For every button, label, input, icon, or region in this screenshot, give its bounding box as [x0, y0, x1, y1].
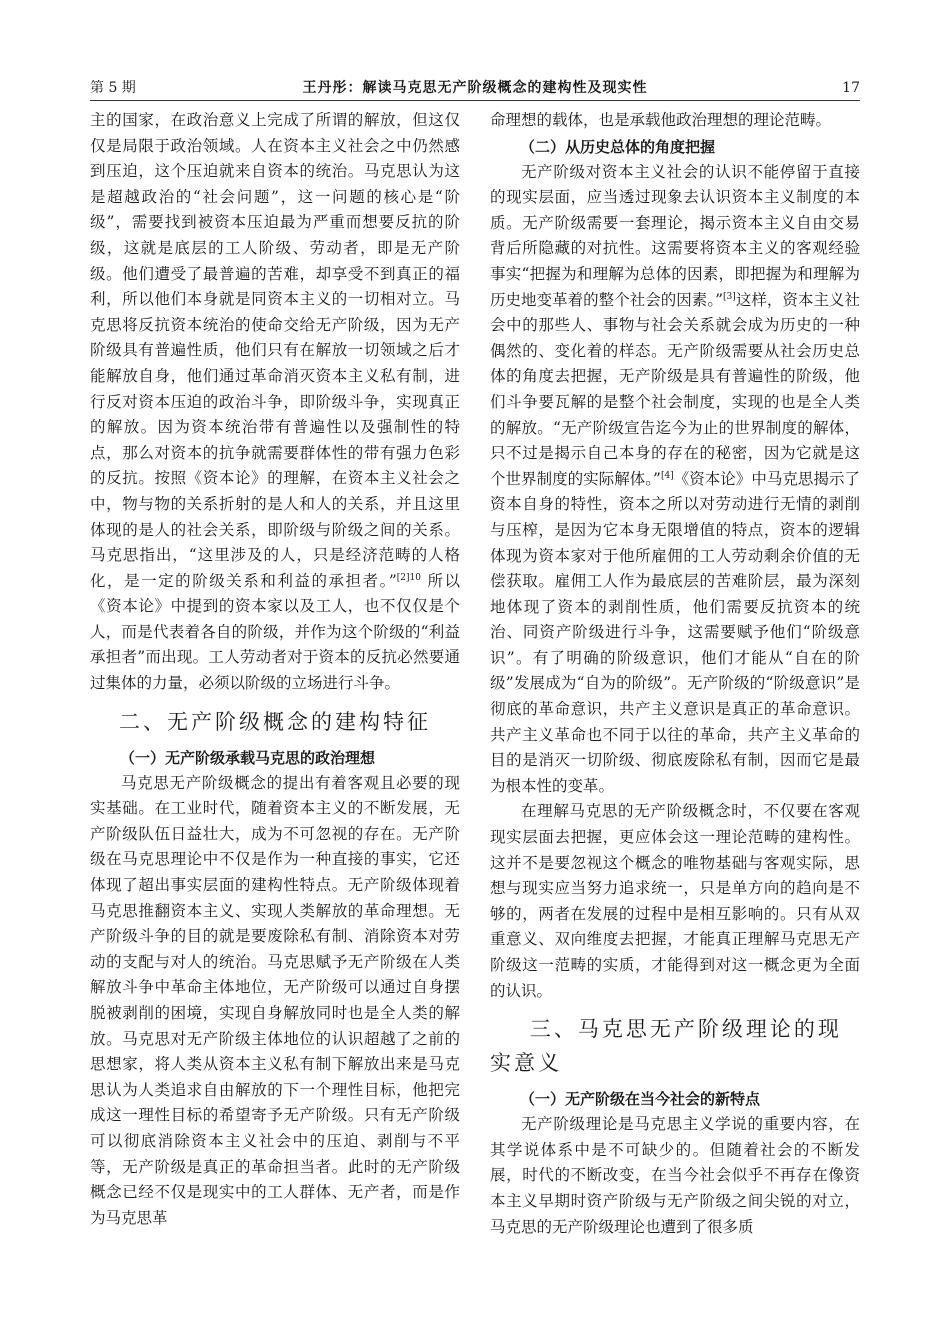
- paragraph: 马克思无产阶级概念的提出有着客观且必要的现实基础。在工业时代，随着资本主义的不断发展，无产阶级队伍日益壮大，成为不可忽视的存在。无产阶级在马克思理论中不仅是作为一种直接的事实，它还体现了超出事实层面的建构性特点。无产阶级体现着马克思推翻资本主义、实现人类解放的革命理想。无产阶级斗争的目的就是要废除私有制、消除资本对劳动的支配与对人的统治。马克思赋予无产阶级在人类解放斗争中革命主体地位，无产阶级可以通过自身摆脱被剥削的困境，实现自身解放同时也是全人类的解放。马克思对无产阶级主体地位的认识超越了之前的思想家，将人类从资本主义私有制下解放出来是马克思认为人类追求自由解放的下一个理性目标，他把完成这一理性目标的希望寄予无产阶级。只有无产阶级可以彻底消除资本主义社会中的压迫、剥削与不平等，无产阶级是真正的革命担当者。此时的无产阶级概念已经不仅是现实中的工人群体、无产者，而是作为马克思革: [90, 773, 460, 1227]
- header-rule: [90, 100, 860, 101]
- subsection-heading: （一）无产阶级在当今社会的新特点: [520, 1090, 761, 1109]
- issue-number: 第 5 期: [90, 80, 136, 96]
- citation: [3]: [723, 291, 736, 302]
- section-heading: 三、马克思无产阶级理论的现实意义: [490, 1017, 842, 1076]
- citation: [4]: [660, 470, 674, 481]
- left-column: [90, 108, 460, 1231]
- paragraph-text: 《资本论》中马克思揭示了资本自身的特性，资本之所以对劳动进行无情的剥削与压榨，是因为它本身无限增值的特点，资本的逻辑体现为资本家对于他所雇佣的工人劳动剩余价值的无偿获取。雇佣工人作为最底层的苦难阶层，最为深刻地体现了资本的剥削性质，他们需要反抗资本的统治、同资产阶级进行斗争，这需要赋予他们“阶级意识”。有了明确的阶级意识，他们才能从“自在的阶级”发展成为“自为的阶级”。无产阶级的“阶级意识”是彻底的革命意识，共产主义意识是真正的革命意识。共产主义革命也不同于以往的革命，共产主义革命的目的是消灭一切阶级、彻底废除私有制，因而它是最为根本性的变革。: [490, 469, 860, 795]
- paragraph-text: 主的国家，在政治意义上完成了所谓的解放，但这仅仅是局限于政治领域。人在资本主义社会之中仍然感到压迫，这个压迫就来自资本的统治。马克思认为这是超越政治的“社会问题”，这一问题的核心是“阶级”，需要找到被资本压迫最为严重而想要反抗的阶级，这就是底层的工人阶级、劳动者，即是无产阶级。他们遭受了最普遍的苦难，却享受不到真正的福利，所以他们本身就是同资本主义的一切相对立。马克思将反抗资本统治的使命交给无产阶级，因为无产阶级具有普遍性质，他们只有在解放一切领域之后才能解放自身，他们通过革命消灭资本主义私有制，进行反对资本压迫的政治斗争，即阶级斗争，实现真正的解放。因为资本统治带有普遍性以及强制性的特点，那么对资本的抗争就需要群体性的带有强力色彩的反抗。按照《资本论》的理解，在资本主义社会之中，物与物的关系折射的是人和人的关系，并且这里体现的是人的社会关系，即阶级与阶级之间的关系。马克思指出，“这里涉及的人，只是经济范畴的人格化，是一定的阶级关系和利益的承担者。”: [90, 111, 460, 590]
- subsection-heading: （二）从历史总体的角度把握: [520, 137, 716, 156]
- subsection-heading: （一）无产阶级承载马克思的政治理想: [120, 748, 376, 767]
- paragraph-text: 这样，资本主义社会中的那些人、事物与社会关系就会成为历史的一种偶然的、变化着的样态。无产阶级需要从社会历史总体的角度去把握，无产阶级是具有普遍性的阶级，他们斗争要瓦解的是整个社会制度，实现的也是全人类的解放。“无产阶级宣告迄今为止的世界制度的解体，只不过是揭示自己本身的存在的秘密，因为它就是这个世界制度的实际解体。”: [490, 290, 860, 488]
- paragraph: 命理想的载体，也是承载他政治理想的理论范畴。: [490, 111, 832, 129]
- paragraph-text: 无产阶级对资本主义社会的认识不能停留于直接的现实层面，应当透过现象去认识资本主义制度的本质。无产阶级需要一套理论，揭示资本主义自由交易背后所隐藏的对抗性。这需要将资本主义的客观经验事实“把握为和理解为总体的因素，即把握为和理解为历史地变革着的整个社会的因素。”: [490, 162, 860, 309]
- paragraph: [90, 108, 460, 697]
- citation: [2]10: [396, 572, 421, 583]
- right-column: [490, 108, 860, 1240]
- paragraph: [490, 160, 860, 800]
- section-heading: 二、无产阶级概念的建构特征: [119, 709, 431, 734]
- running-title: 王丹彤：解读马克思无产阶级概念的建构性及现实性: [302, 80, 648, 96]
- paragraph: 无产阶级理论是马克思主义学说的重要内容，在其学说体系中是不可缺少的。但随着社会的不断发展，时代的不断改变，在当今社会似乎不再存在像资本主义早期时资产阶级与无产阶级之间尖锐的对立，马克思的无产阶级理论也遭到了很多质: [490, 1115, 860, 1236]
- paragraph: 在理解马克思的无产阶级概念时，不仅要在客观现实层面去把握，更应体会这一理论范畴的建构性。这并不是要忽视这个概念的唯物基础与客观实际，思想与现实应当努力追求统一，只是单方向的趋向是不够的，两者在发展的过程中是相互影响的。只有从双重意义、双向维度去把握，才能真正理解马克思无产阶级这一范畴的实质，才能得到对这一概念更为全面的认识。: [490, 802, 860, 1000]
- running-header: [90, 78, 860, 100]
- page-number: 17: [842, 80, 860, 96]
- paragraph-text: 所以《资本论》中提到的资本家以及工人，也不仅仅是个人，而是代表着各自的阶级，并作为这个阶级的“利益承担者”而出现。工人劳动者对于资本的反抗必然要通过集体的力量，必须以阶级的立场进行斗争。: [90, 571, 460, 693]
